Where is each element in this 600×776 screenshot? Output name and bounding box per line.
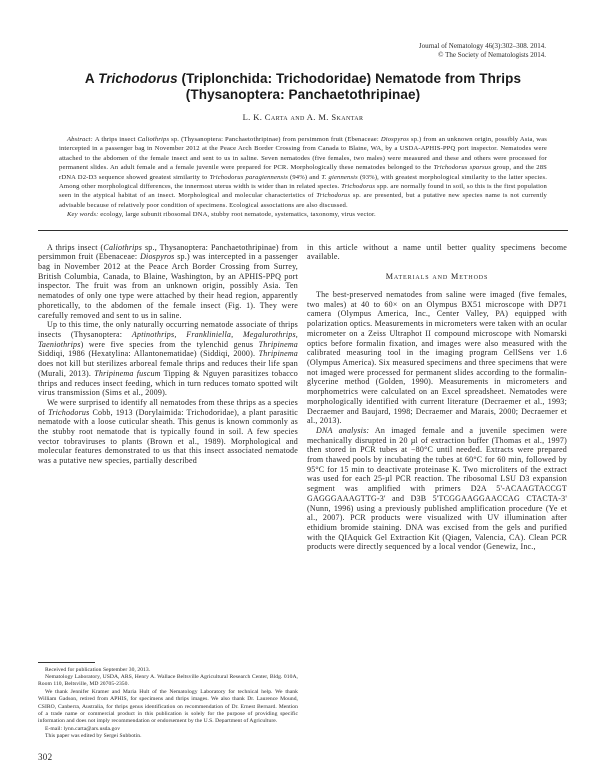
right-column <box>307 243 567 741</box>
footnote-email: E-mail: lynn.carta@ars.usda.gov <box>45 725 121 732</box>
article-body <box>38 243 568 741</box>
intro-paragraph-1: A thrips insect (Caliothrips sp., Thysanoptera: Panchaetothripinae) from persimmon fruit (Ebenaceae: Diospyros sp.) was intercepted in a passenger bag in November 2012 at the Peace Arch Border Crossing from Surrey, British Columbia, Canada, to Blaine, Washington, by an APHIS-PPQ port inspector. The fruit was from an unknown origin, possibly Asia. Ten nematodes of only one type were attached by their head region, apparently phoretically, to the abdomen of the female insect (Fig. 1). They were carefully removed and sent to us in saline. <box>38 242 298 320</box>
continuation-paragraph: in this article without a name until better quality specimens become available. <box>307 242 567 262</box>
footnote-received: Received for publication September 30, 2013. <box>45 666 151 673</box>
abstract-divider-rule <box>38 230 568 231</box>
intro-paragraph-2: Up to this time, the only naturally occurring nematode associate of thrips insects (Thysanoptera: Aptinothrips, Frankliniella, Megalurothrips, Taeniothrips) were five species from the tylenchid genus Thripinema Siddiqi, 1986 (Hexatylina: Allantonematidae) (Siddiqi, 2000). Thripinema does not kill but sterilizes arboreal female thrips and reduces their life span (Murali, 2013). Thripinema fuscum Tipping & Nguyen parasitizes tobacco thrips and reduces insect feeding, which in turn reduces tomato spotted wilt virus transmission (Sims et al., 2009). <box>38 320 298 398</box>
methods-paragraph-1: The best-preserved nematodes from saline were imaged (five females, two males) at 40 to 60× on an Olympus BX51 microscope with DP71 camera (Olympus America, Inc., Center Valley, PA) equipped with polarization optics. Measurements in micrometers were taken with an ocular micrometer on a Zeiss Ultraphot II compound microscope with Nomarski optics before formalin fixation, and images were also measured with the calibrated measuring tool in the imaging program CellSens ver 1.6 (Olympus America). Six measured specimens and three specimens that were not imaged were processed for permanent slides according to the formalin-glycerine method (Golden, 1990). Measurements in micrometers and morphometrics were calculated on an Excel spreadsheet. Nematodes were morphologically identified with current literature (Decraemer et al., 1993; Decraemer and Baujard, 1998; Decraemer and Marais, 2000; Decraemer et al., 2013). <box>307 290 567 426</box>
footnote-block <box>38 658 298 741</box>
footnote-affiliation: Nematology Laboratory, USDA, ARS, Henry A. Wallace Beltsville Agricultural Research Center, Bldg. 010A, Room 110, Beltsville, MD 20705-2350. <box>38 674 298 688</box>
abstract-section <box>59 135 547 220</box>
footnote-rule <box>38 662 95 663</box>
left-column <box>38 243 298 741</box>
abstract-text: Abstract: A thrips insect Caliothrips sp. (Thysanoptera: Panchaetothripinae) from persimmon fruit (Ebenaceae: Diospyros sp.) from an unknown origin, possibly Asia, was intercepted in a passenger bag in November 2012 at the Peace Arch Border Crossing from Canada to Blaine, WA, by a USDA-APHIS-PPQ port inspector. Nematodes were attached to the abdomen of the female insect and sent to us in saline. Seven nematodes (five females, two males) were measured and these and others were processed for permanent slides. An adult female and a female juvenile were prepared for PCR. Morphologically these nematodes belonged to the Trichodorus sparsus group, and the 28S rDNA D2-D3 sequence showed greatest similarity to Trichodorus paragiennensis (94%) and T. giennensis (93%), with greatest morphological similarity to the latter species. Among other morphological differences, the innermost uterus width is wider than in related species. Trichodorus spp. are normally found in soil, so this is the first population seen in the atypical habitat of an insect. Morphological and molecular characteristics of Trichodorus sp. are presented, but a putative new species name is not currently advisable because of relatively poor condition of specimens. Ecological associations are also discussed. <box>59 136 547 209</box>
journal-citation: Journal of Nematology 46(3):302–308. 2014. <box>418 42 546 50</box>
article-authors: L. K. Carta and A. M. Skantar <box>242 112 364 122</box>
journal-header <box>38 42 546 60</box>
page-number: 302 <box>38 752 53 762</box>
footnote-acknowledgments: We thank Jennifer Kramer and Maria Hult of the Nematology Laboratory for technical help. We thank William Gadson, retired from APHIS, for specimens and thrips images. We also thank Dr. Laurence Mound, CSIRO, Canberra, Australia, for thrips genus identification on recommendation of Dr. Ernest Bernard. Mention of a trade name or commercial product in this publication is solely for the purpose of providing specific information and does not imply recommendation or endorsement by the U.S. Department of Agriculture. <box>38 688 298 725</box>
footnote-edited-by: This paper was edited by Sergei Subbotin. <box>45 733 142 740</box>
keywords-line: Key words: ecology, large subunit ribosomal DNA, stubby root nematode, systematics, taxonomy, virus vector. <box>67 211 376 219</box>
methods-paragraph-2: DNA analysis: An imaged female and a juvenile specimen were mechanically disrupted in 20 µl of extraction buffer (Thomas et al., 1997) then stored in PCR tubes at −80°C until needed. Extracts were prepared from thawed pools by incubating the tubes at 60°C for 60 min, followed by 95°C for 15 min to deactivate proteinase K. Two microliters of the extract was used for each 25-µl PCR reaction. The ribosomal LSU D3 expansion segment was amplified with primers D2A 5'-ACAAGTACCGT GAGGGAAAGTTG-3' and D3B 5'TCGGAAGGAACCAG CTACTA-3' (Nunn, 1996) using a previously published amplification procedure (Ye et al., 2007). PCR products were visualized with UV illumination after ethidium bromide staining. DNA was excised from the gels and purified with the QIAquick Gel Extraction Kit (Qiagen, Valencia, CA). Clean PCR products were directly sequenced by a local vendor (Genewiz, Inc., <box>307 425 567 552</box>
intro-paragraph-3: We were surprised to identify all nematodes from these thrips as a species of Trichodorus Cobb, 1913 (Dorylaimida: Trichodoridae), a plant parasitic nematode with a loose cuticular sheath. This genus is known commonly as the stubby root nematode that is typically found in soil. A few species vector tobraviruses to plants (Brown et al., 1989). Morphological and molecular features demonstrated to us that this insect associated nematode was a putative new species, partially described <box>38 397 298 466</box>
journal-copyright: © The Society of Nematologists 2014. <box>438 51 546 59</box>
article-title: A Trichodorus (Triplonchida: Trichodoridae) Nematode from Thrips (Thysanoptera: Panchaetothripinae) <box>84 71 522 102</box>
materials-methods-heading: Materials and Methods <box>385 272 489 282</box>
